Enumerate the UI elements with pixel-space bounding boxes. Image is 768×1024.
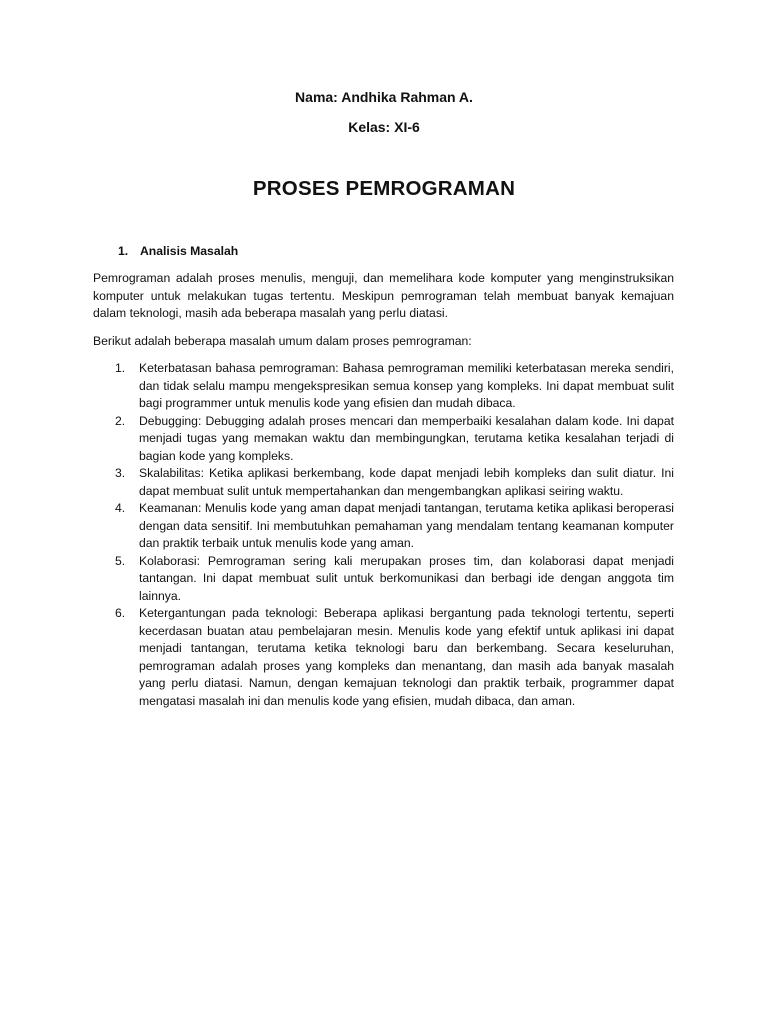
- list-item-number: 6.: [115, 606, 126, 620]
- list-item-number: 3.: [115, 466, 126, 480]
- list-item-number: 1.: [115, 361, 126, 375]
- section-number: 1.: [118, 244, 129, 258]
- list-item-number: 2.: [115, 413, 126, 428]
- list-item-text: Skalabilitas: Ketika aplikasi berkembang, kode dapat menjadi lebih kompleks dan sulit diatur. Ini dapat membuat sulit untuk mempertahankan dan mengembangkan aplikasi seiring waktu.: [139, 466, 674, 498]
- list-intro-paragraph: Berikut adalah beberapa masalah umum dalam proses pemrograman:: [93, 334, 472, 348]
- list-item-text: Debugging: Debugging adalah proses mencari dan memperbaiki kesalahan dalam kode. Ini dapat menjadi tugas yang memakan waktu dan membingungkan, terutama ketika kesalahan terjadi di bagian kode yang kompleks.: [139, 413, 674, 463]
- list-item-text: Ketergantungan pada teknologi: Beberapa aplikasi bergantung pada teknologi tertentu, seperti kecerdasan buatan atau pembelajaran mesin. Menulis kode yang efektif untuk aplikasi ini dapat menjadi tantangan, terutama ketika teknologi baru dan berkembang. Secara keseluruhan, pemrograman adalah proses yang kompleks dan menantang, dan masih ada banyak masalah yang perlu diatasi. Namun, dengan kemajuan teknologi dan praktik terbaik, programmer dapat mengatasi masalah ini dan menulis kode yang efisien, mudah dibaca, dan aman.: [139, 606, 674, 708]
- list-item-text: Kolaborasi: Pemrograman sering kali merupakan proses tim, dan kolaborasi dapat menjadi tantangan. Ini dapat membuat sulit untuk berkomunikasi dan berbagi ide dengan anggota tim lainnya.: [139, 553, 674, 603]
- list-item: [93, 605, 674, 710]
- issues-list: [93, 360, 674, 710]
- list-item: [93, 500, 674, 553]
- section-heading-text: Analisis Masalah: [140, 244, 239, 258]
- intro-paragraph: Pemrograman adalah proses menulis, menguji, dan memelihara kode komputer yang menginstruksikan komputer untuk melakukan tugas tertentu. Meskipun pemrograman telah membuat banyak kemajuan dalam teknologi, masih ada beberapa masalah yang perlu diatasi.: [93, 271, 674, 320]
- section-heading: [118, 243, 238, 261]
- list-item: [93, 413, 674, 466]
- student-class: Kelas: XI-6: [348, 119, 420, 135]
- list-item-number: 5.: [115, 553, 126, 568]
- list-item: [93, 360, 674, 413]
- list-item-text: Keterbatasan bahasa pemrograman: Bahasa pemrograman memiliki keterbatasan mereka sendiri, dan tidak selalu mampu mengekspresikan semua konsep yang kompleks. Ini dapat membuat sulit bagi programmer untuk menulis kode yang efisien dan mudah dibaca.: [139, 361, 674, 410]
- student-name: Nama: Andhika Rahman A.: [295, 89, 473, 105]
- document-title: PROSES PEMROGRAMAN: [252, 177, 516, 200]
- list-item: [93, 553, 674, 606]
- list-item-text: Keamanan: Menulis kode yang aman dapat menjadi tantangan, terutama ketika aplikasi beroperasi dengan data sensitif. Ini membutuhkan pemahaman yang mendalam tentang keamanan komputer dan praktik terbaik untuk menulis kode yang aman.: [139, 501, 674, 550]
- list-item-number: 4.: [115, 501, 126, 515]
- list-item: [93, 465, 674, 500]
